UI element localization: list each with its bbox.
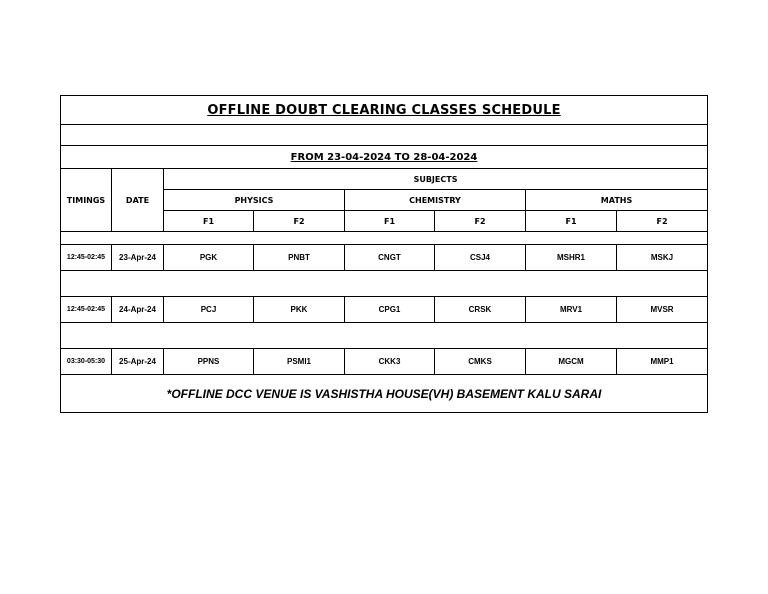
code-cell: CNGT	[345, 245, 435, 271]
header-subjects: SUBJECTS	[164, 169, 708, 190]
code-cell: MMP1	[617, 349, 708, 375]
spacer-row	[61, 323, 708, 349]
header-chemistry: CHEMISTRY	[345, 190, 526, 211]
table-row	[61, 245, 708, 271]
code-cell: CRSK	[435, 297, 526, 323]
blank-row	[61, 125, 708, 146]
spacer-row	[61, 271, 708, 297]
code-cell: PGK	[164, 245, 254, 271]
code-cell: PCJ	[164, 297, 254, 323]
header-physics-f1: F1	[164, 211, 254, 232]
code-cell: PPNS	[164, 349, 254, 375]
table-row	[61, 349, 708, 375]
code-cell: CPG1	[345, 297, 435, 323]
code-cell: PKK	[254, 297, 345, 323]
date-cell: 24-Apr-24	[112, 297, 164, 323]
code-cell: MSKJ	[617, 245, 708, 271]
date-cell: 23-Apr-24	[112, 245, 164, 271]
code-cell: MSHR1	[526, 245, 617, 271]
header-physics: PHYSICS	[164, 190, 345, 211]
code-cell: PSMI1	[254, 349, 345, 375]
schedule-table	[60, 95, 708, 413]
date-cell: 25-Apr-24	[112, 349, 164, 375]
header-date: DATE	[112, 169, 164, 232]
header-chemistry-f1: F1	[345, 211, 435, 232]
code-cell: MVSR	[617, 297, 708, 323]
spacer-row	[61, 232, 708, 245]
header-timings: TIMINGS	[61, 169, 112, 232]
header-maths-f2: F2	[617, 211, 708, 232]
code-cell: PNBT	[254, 245, 345, 271]
timing-cell: 12:45-02:45	[61, 297, 112, 323]
venue-note: *OFFLINE DCC VENUE IS VASHISTHA HOUSE(VH) BASEMENT KALU SARAI	[61, 375, 708, 413]
date-range: FROM 23-04-2024 TO 28-04-2024	[61, 146, 708, 169]
timing-cell: 03:30-05:30	[61, 349, 112, 375]
page-title: OFFLINE DOUBT CLEARING CLASSES SCHEDULE	[61, 96, 708, 125]
header-physics-f2: F2	[254, 211, 345, 232]
code-cell: CSJ4	[435, 245, 526, 271]
header-maths-f1: F1	[526, 211, 617, 232]
code-cell: MRV1	[526, 297, 617, 323]
timing-cell: 12:45-02:45	[61, 245, 112, 271]
code-cell: CMKS	[435, 349, 526, 375]
code-cell: CKK3	[345, 349, 435, 375]
code-cell: MGCM	[526, 349, 617, 375]
header-maths: MATHS	[526, 190, 708, 211]
header-chemistry-f2: F2	[435, 211, 526, 232]
table-row	[61, 297, 708, 323]
